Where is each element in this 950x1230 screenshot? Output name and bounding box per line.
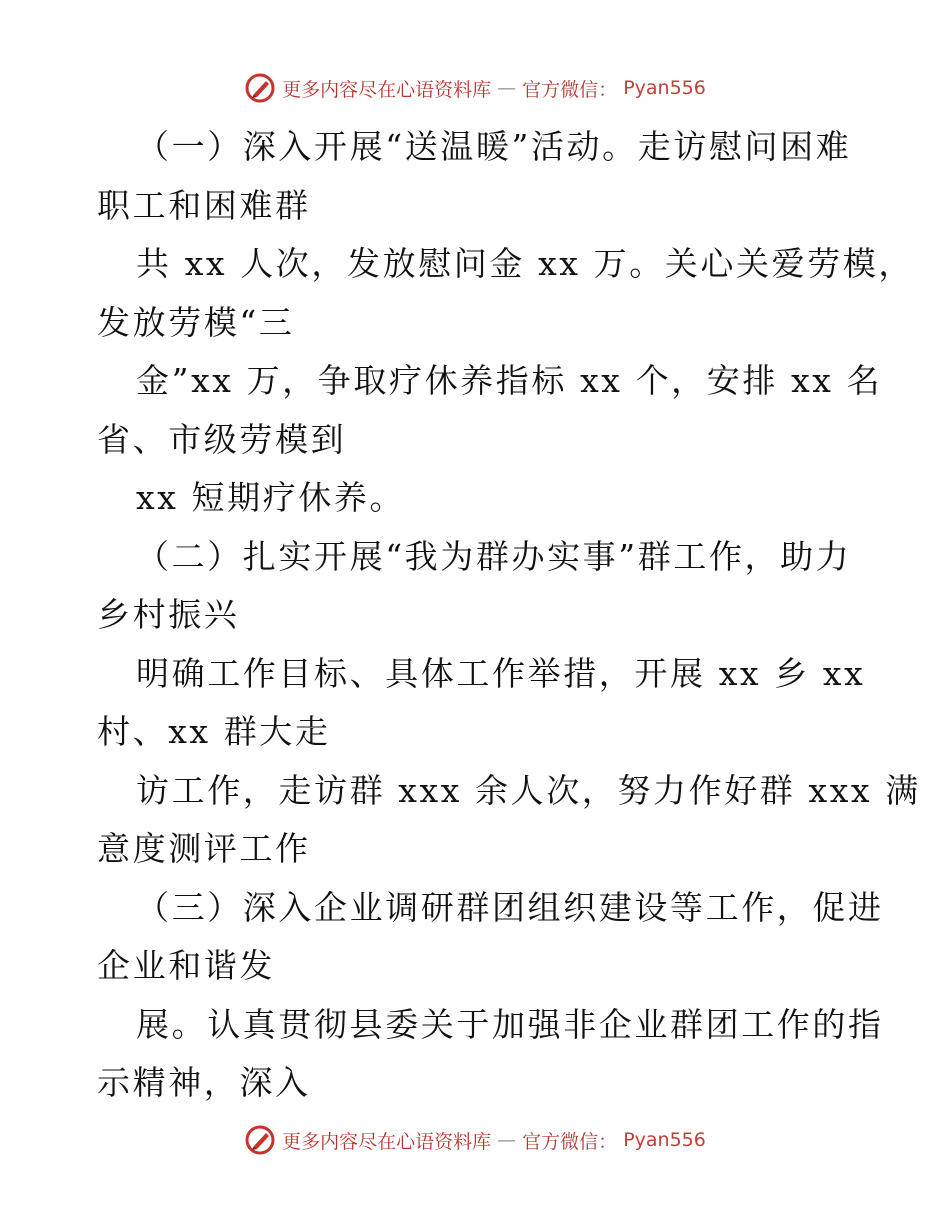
pen-logo-icon (244, 1124, 276, 1156)
watermark-account-id: Pyan556 (623, 1129, 706, 1151)
paragraph-6-line-1: 明确工作目标、具体工作举措，开展 xx 乡 xx (136, 653, 866, 693)
paragraph-7-line-1: 访工作，走访群 xxx 余人次，努力作好群 xxx 满 (136, 770, 921, 810)
paragraph-7-line-2: 意度测评工作 (97, 829, 311, 868)
pen-logo-icon (244, 72, 276, 104)
paragraph-1-line-1: （一）深入开展“送温暖”活动。走访慰问困难 (136, 127, 852, 166)
paragraph-1-line-2: 职工和困难群 (97, 185, 311, 225)
document-body (97, 118, 921, 1113)
watermark-site-text: 更多内容尽在心语资料库 (282, 1130, 492, 1153)
paragraph-9-line-2: 示精神，深入 (97, 1063, 311, 1102)
watermark-account-label: 官方微信： (522, 78, 618, 101)
paragraph-2-line-2: 发放劳模“三 (97, 302, 295, 342)
paragraph-3-line-2: 省、市级劳模到 (97, 419, 347, 459)
watermark-separator: — (497, 1129, 517, 1151)
paragraph-8-line-2: 企业和谐发 (97, 946, 275, 985)
paragraph-5-line-2: 乡村振兴 (97, 595, 240, 634)
paragraph-9-line-1: 展。认真贯彻县委关于加强非企业群团工作的指 (136, 1004, 884, 1044)
paragraph-2-line-1: 共 xx 人次，发放慰问金 xx 万。关心关爱劳模， (136, 244, 915, 283)
watermark-account-id: Pyan556 (623, 77, 706, 99)
paragraph-5-line-1: （二）扎实开展“我为群办实事”群工作，助力 (136, 536, 852, 576)
paragraph-8-line-1: （三）深入企业调研群团组织建设等工作，促进 (136, 887, 884, 927)
header-watermark (0, 72, 950, 104)
paragraph-3-line-1: 金”xx 万，争取疗休养指标 xx 个，安排 xx 名 (136, 361, 883, 400)
paragraph-4-line-1: xx 短期疗休养。 (136, 478, 406, 517)
footer-watermark (0, 1124, 950, 1156)
watermark-separator: — (497, 77, 517, 99)
paragraph-6-line-2: 村、xx 群大走 (97, 712, 331, 751)
watermark-site-text: 更多内容尽在心语资料库 (282, 78, 492, 101)
watermark-account-label: 官方微信： (522, 1130, 618, 1153)
